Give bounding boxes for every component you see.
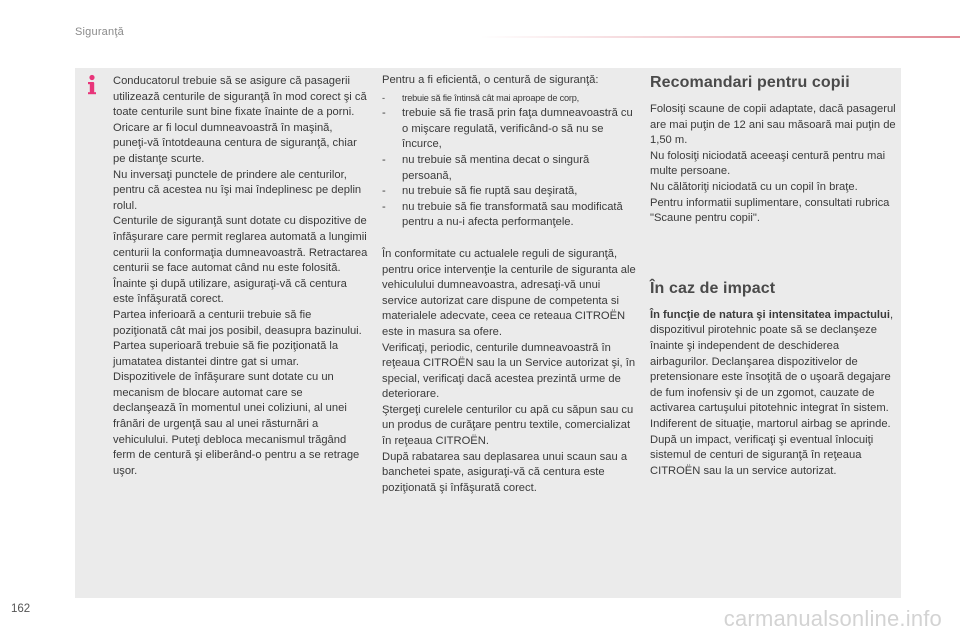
list-item: - trebuie să fie trasă prin faţa dumneavoastră cu o mişcare regulată, verificând-o să nu se încurce, <box>382 106 637 153</box>
impact-text: , dispozitivul pirotehnic poate să se declanşeze înainte şi independent de deschiderea airbagurilor. Declanşarea dispozitivelor de pretensionare este însoţită de o uşoară degajare de fum inofensiv şi de un zgomot, cauzate de activarea cartuşului pitotehnic integrat în sistem. <box>650 308 894 415</box>
heading-child-recommendations: Recomandari pentru copii <box>650 74 850 91</box>
paragraph: Pentru informatii suplimentare, consultati rubrica "Scaune pentru copii". <box>650 196 890 225</box>
section-title: Siguranţă <box>75 26 124 38</box>
spacer <box>650 227 900 279</box>
watermark: carmanualsonline.info <box>723 606 942 631</box>
paragraph: Nu călătoriţi niciodată cu un copil în braţe. <box>650 180 858 193</box>
info-icon <box>85 74 99 96</box>
paragraph: În conformitate cu actualele reguli de siguranţă, pentru orice intervenţie la centurile de siguranta ale vehiculului dumneavoastra, adresaţi-vă unui service autorizat care dispune de competenta si materialele adecvate, ceea ce reteaua CITROËN este in masura sa ofere. <box>382 247 636 338</box>
paragraph: Partea inferioară a centurii trebuie să fie poziţionată cât mai jos posibil, deasupra bazinului. <box>113 308 362 337</box>
column-seatbelt-usage <box>113 74 368 479</box>
impact-paragraph <box>650 308 900 417</box>
paragraph: Înainte şi după utilizare, asiguraţi-vă că centura este înfăşurată corect. <box>113 277 347 306</box>
column-seatbelt-effectiveness <box>382 73 637 496</box>
paragraph: Oricare ar fi locul dumneavoastră în maşină, puneţi-vă întotdeauna centura de siguranţă, chiar pe distanţe scurte. <box>113 121 357 165</box>
spacer <box>382 231 637 247</box>
lead-text: Pentru a fi eficientă, o centură de siguranţă: <box>382 74 599 86</box>
header-rule <box>480 36 960 38</box>
list-item: - nu trebuie să fie transformată sau modificată pentru a nu-i afecta performanţele. <box>382 200 637 231</box>
paragraph: Dispozitivele de înfăşurare sunt dotate cu un mecanism de blocare automat care se declanşează în momentul unei coliziuni, al unei frânări de urgenţă sau al unei răsturnări a vehiculului. Puteţi debloca mecanismul trăgând ferm de centură şi eliberând-o pentru a se retrage uşor. <box>113 371 360 477</box>
paragraph: Conducatorul trebuie să se asigure că pasagerii utilizează centurile de siguranţă în mod corect şi că toate centurile sunt bine fixate înainte de a porni. <box>113 75 367 119</box>
paragraph: Nu inversaţi punctele de prindere ale centurilor, pentru că acestea nu îşi mai îndeplinesc pe deplin rolul. <box>113 168 362 212</box>
impact-bold-text: În funcţie de natura şi intensitatea impactului <box>650 308 890 321</box>
paragraph: Nu folosiţi niciodată aceeaşi centură pentru mai multe persoane. <box>650 149 886 178</box>
list-item: - nu trebuie să mentina decat o singură persoană, <box>382 153 637 184</box>
paragraph: Centurile de siguranţă sunt dotate cu dispozitive de înfăşurare care permit reglarea automată a lungimii centurii la conformaţia dumneavoastră. Retractarea centurii se face automat când nu este folosită. <box>113 215 368 275</box>
paragraph: Indiferent de situaţie, martorul airbag se aprinde. <box>650 417 891 430</box>
paragraph: După rabatarea sau deplasarea unui scaun sau a banchetei spate, asiguraţi-vă că centura este poziţionată şi înfăşurată corect. <box>382 450 628 494</box>
paragraph: Ştergeţi curelele centurilor cu apă cu săpun sau cu un produs de curăţare pentru textile, comercializat în reţeaua CITROËN. <box>382 403 634 448</box>
paragraph: Partea superioară trebuie să fie poziţionată la jumatatea distantei dintre gat si umar. <box>113 340 339 368</box>
heading-impact: În caz de impact <box>650 279 776 297</box>
paragraph: Folosiţi scaune de copii adaptate, dacă pasagerul are mai puţin de 12 ani sau măsoară mai puţin de 1,50 m. <box>650 103 896 147</box>
list-item: - nu trebuie să fie ruptă sau deşirată, <box>382 184 637 200</box>
paragraph: Verificaţi, periodic, centurile dumneavoastră în reţeaua CITROËN sau la un Service autorizat şi, în special, verificaţi dacă acestea prezintă urme de deteriorare. <box>382 341 636 401</box>
paragraph: După un impact, verificaţi şi eventual înlocuiţi sistemul de centuri de siguranţă în reţeaua CITROËN sau la un service autorizat. <box>650 433 874 477</box>
requirements-list <box>382 91 637 231</box>
page-number: 162 <box>11 603 31 615</box>
column-children-impact <box>650 73 900 479</box>
list-item: - trebuie să fie întinsă cât mai aproape de corp, <box>382 91 637 107</box>
